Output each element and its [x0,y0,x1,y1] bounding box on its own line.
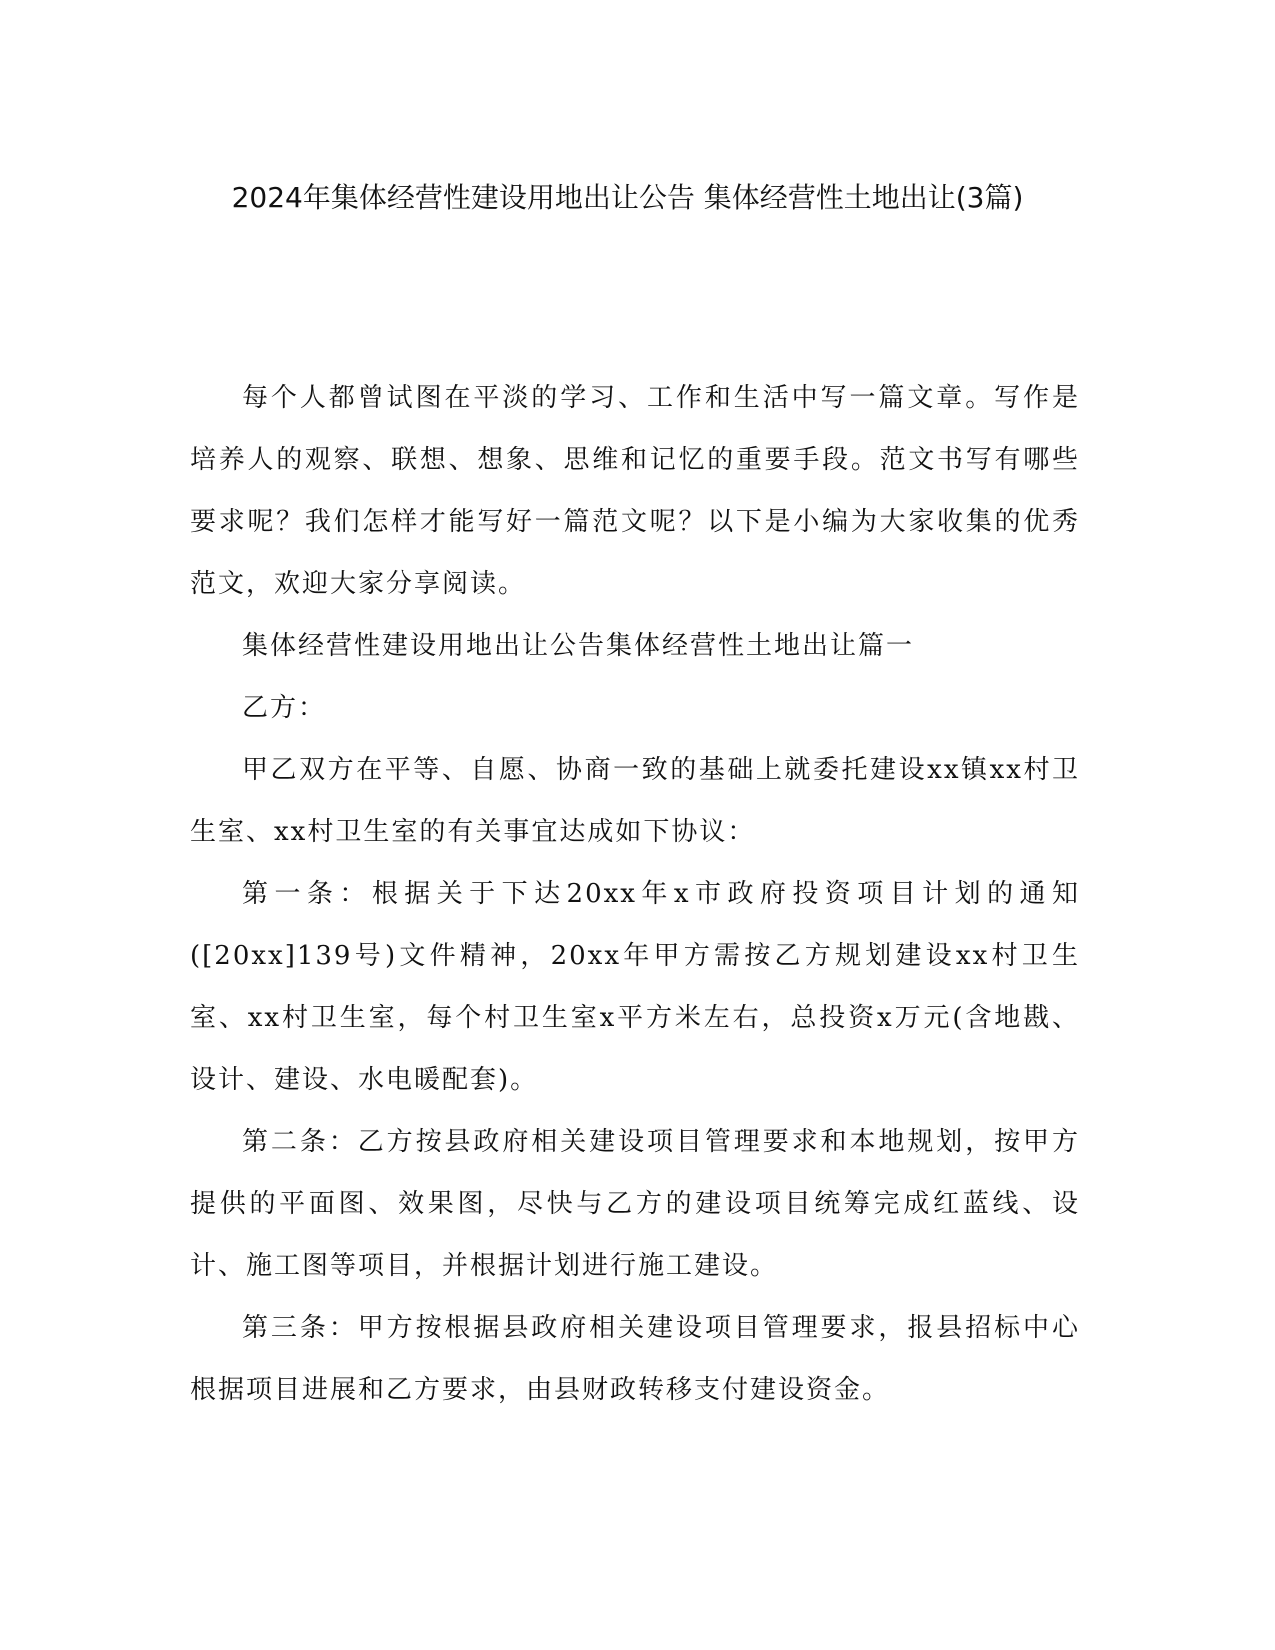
document-title: 2024年集体经营性建设用地出让公告 集体经营性土地出让(3篇) [231,181,1024,214]
section-heading: 集体经营性建设用地出让公告集体经营性土地出让篇一 [242,631,915,661]
article-3: 第三条：甲方按根据县政府相关建设项目管理要求，报县招标中心根据项目进展和乙方要求，由县财政转移支付建设资金。 [190,1313,1080,1405]
paragraph-intro: 每个人都曾试图在平淡的学习、工作和生活中写一篇文章。写作是培养人的观察、联想、想象、思维和记忆的重要手段。范文书写有哪些要求呢？我们怎样才能写好一篇范文呢？以下是小编为大家收集的优秀范文，欢迎大家分享阅读。 [190,383,1080,599]
document-body [190,367,1080,1421]
article-2: 第二条：乙方按县政府相关建设项目管理要求和本地规划，按甲方提供的平面图、效果图，尽快与乙方的建设项目统筹完成红蓝线、设计、施工图等项目，并根据计划进行施工建设。 [190,1127,1080,1281]
party-b-label: 乙方： [242,693,327,723]
article-1: 第一条：根据关于下达20xx年x市政府投资项目计划的通知([20xx]139号)文件精神，20xx年甲方需按乙方规划建设xx村卫生室、xx村卫生室，每个村卫生室x平方米左右，总投资x万元(含地戡、设计、建设、水电暖配套)。 [190,879,1080,1095]
paragraph-agreement: 甲乙双方在平等、自愿、协商一致的基础上就委托建设xx镇xx村卫生室、xx村卫生室的有关事宜达成如下协议： [190,755,1080,847]
